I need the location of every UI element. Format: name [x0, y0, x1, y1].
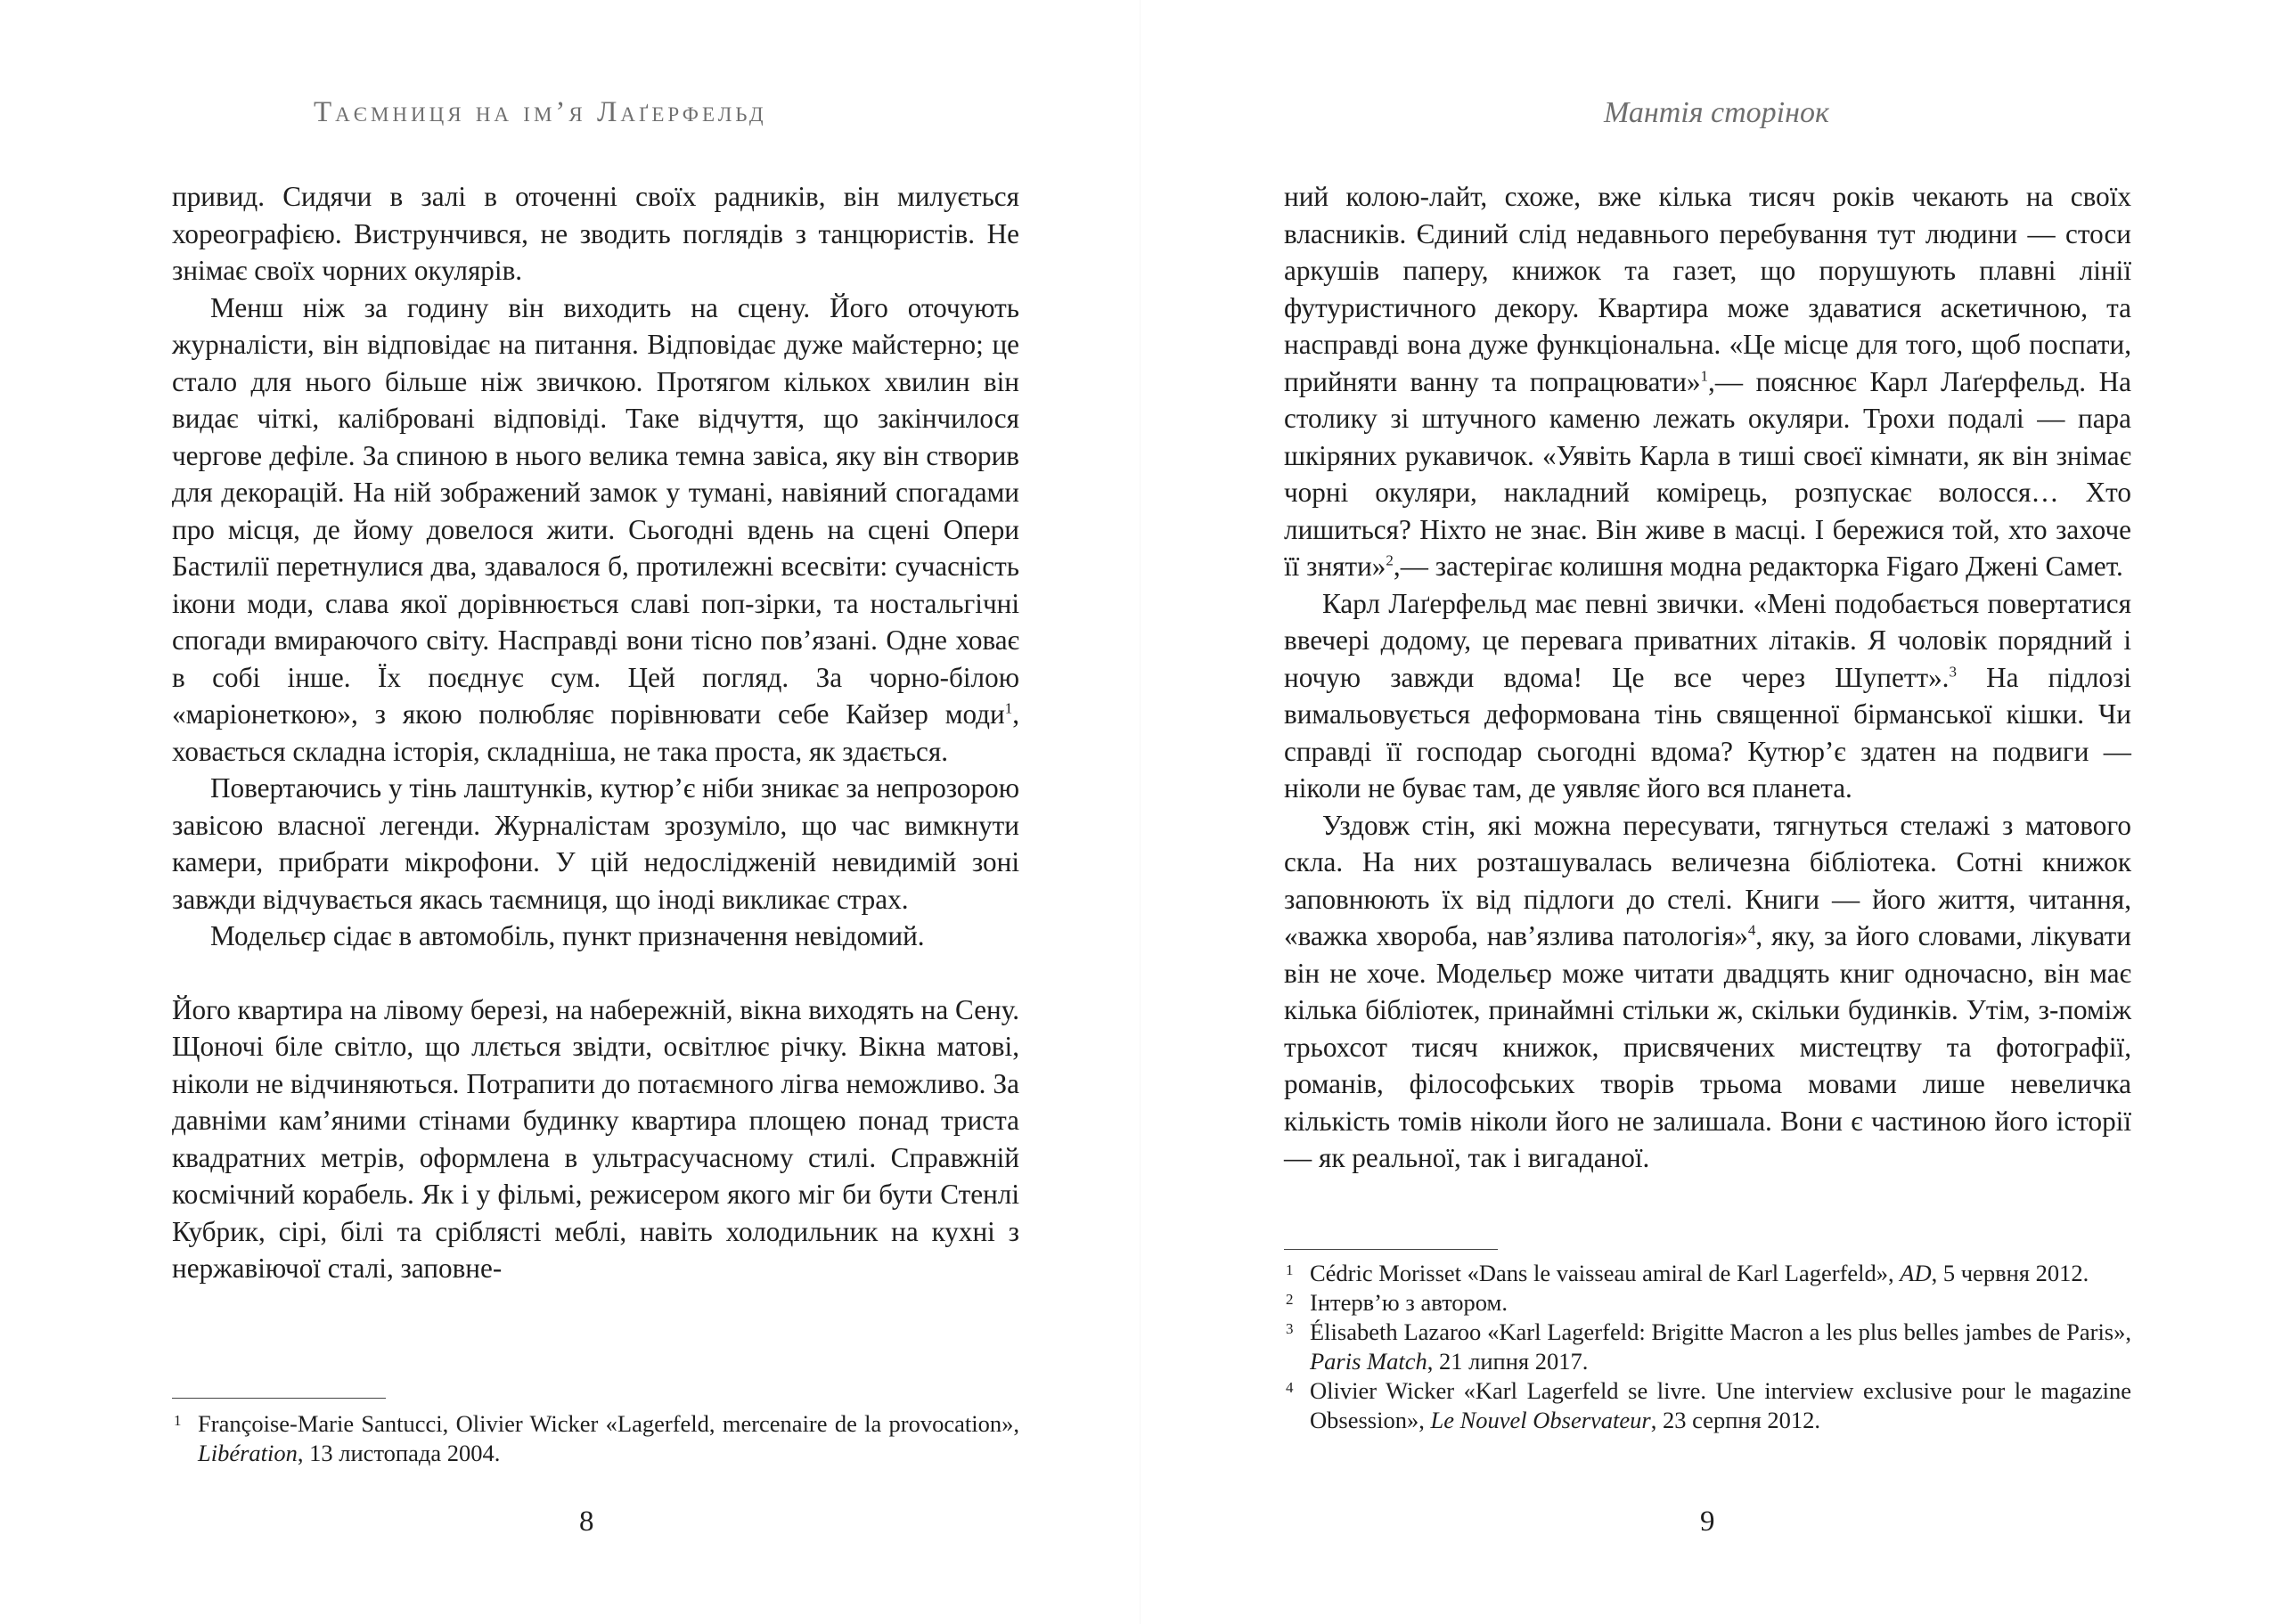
- footnote-reference[interactable]: 1: [1700, 367, 1709, 385]
- footnote-date: , 23 серпня 2012.: [1650, 1407, 1821, 1433]
- footnotes: [172, 1409, 1019, 1468]
- paragraph-text: На підлозі вимальовується деформована тінь священної бірманської кішки. Чи справді її господар сьогодні вдома? Кутюр’є здатен на подвиги — ніколи не буває там, де уявляє його вся планета.: [1284, 661, 2132, 804]
- paragraph-text-tail: , ховається складна історія, складніша, не така проста, як здається.: [172, 698, 1019, 767]
- paragraph-text: ний колою-лайт, схоже, вже кілька тисяч років чекають на своїх власників. Єдиний слід недавнього перебування тут людини — стоси аркушів паперу, книжок та газет, що порушують плавні лінії футуристичного декору. Квартира може здаватися аскетичною, та насправді вона дуже функціональна. «Це місце для того, щоб поспати, прийняти ванну та попрацювати»: [1284, 181, 2131, 397]
- paragraph: привид. Сидячи в залі в оточенні своїх радників, він милується хореографією. Виструнчився, не зводить поглядів з танцюристів. Не знімає своїх чорних окулярів.: [172, 181, 1019, 286]
- footnote-text: Élisabeth Lazaroo «Karl Lagerfeld: Brigitte Macron a les plus belles jambes de Paris»,: [1310, 1318, 2131, 1345]
- footnote: [1284, 1376, 2131, 1435]
- footnote-source-title: Libération: [198, 1440, 298, 1466]
- footnote: [1284, 1318, 2131, 1376]
- footnote-date: , 5 червня 2012.: [1931, 1260, 2089, 1286]
- footnote-date: , 21 липня 2017.: [1427, 1348, 1589, 1375]
- body-text: [1284, 178, 2131, 1177]
- footnote-source-title: AD: [1900, 1260, 1932, 1286]
- page-number: 8: [579, 1506, 594, 1538]
- paragraph-text: Менш ніж за годину він виходить на сцену. Його оточують журналісти, він відповідає на питання. Відповідає дуже майстерно; це стало для нього більше ніж звичкою. Протягом кількох хвилин він видає чіткі, калібровані відповіді. Таке відчуття, що закінчилося чергове дефіле. За спиною в нього велика темна завіса, яку він створив для декорацій. На ній зображений замок у тумані, навіяний спогадами про місця, де йому довелося жити. Сьогодні вдень на сцені Опери Бастилії перетнулися два, здавалося б, протилежні всесвіти: сучасність ікони моди, слава якої дорівнюється славі поп-зірки, та ностальгічні спогади вмираючого світу. Насправді вони тісно пов’язані. Одне ховає в собі інше. Їх поєднує сум. Цей погляд. За чорно-білою «маріонеткою», з якою полюбляє порівнювати себе Кайзер моди: [172, 291, 1019, 730]
- paragraph-text: ,— пояснює Карл Лаґерфельд. На столику зі штучного каменю лежать окуляри. Трохи подалі — пара шкіряних рукавичок. «Уявіть Карла в тиші своєї кімнати, як він знімає чорні окуляри, накладний комірець, розпускає волосся… Хто лишиться? Ніхто не знає. Він живе в масці. І бережися той, хто захоче її зняти»: [1284, 365, 2132, 582]
- footnote-source-title: Paris Match: [1310, 1348, 1427, 1375]
- footnote-reference[interactable]: 1: [1004, 699, 1013, 717]
- paragraph-text: ,— застерігає колишня модна редакторка Figaro Джені Самет.: [1393, 551, 2123, 582]
- footnote-text: Françoise-Marie Santucci, Olivier Wicker «Lagerfeld, mercenaire de la provocation»,: [198, 1410, 1019, 1437]
- footnote-reference[interactable]: 4: [1747, 921, 1756, 939]
- footnote-number: 4: [1286, 1379, 1294, 1396]
- paragraph-text: Карл Лаґерфельд має певні звички. «Мені подобається повертатися ввечері додому, це перевага приватних літаків. Я чоловік порядний і ночую завжди вдома! Це все через Шупетт».: [1284, 587, 2131, 693]
- running-head-book-title: Таємниця на ім’я Лаґерфельд: [314, 96, 767, 128]
- paragraph: [1284, 585, 2131, 807]
- paragraph: [1284, 807, 2131, 1177]
- footnote: [172, 1409, 1019, 1468]
- footnote-text: Cédric Morisset «Dans le vaisseau amiral de Karl Lagerfeld»,: [1310, 1260, 1901, 1286]
- footnote-number: 1: [174, 1412, 182, 1429]
- footnote-date: , 13 листопада 2004.: [297, 1440, 501, 1466]
- paragraph: Його квартира на лівому березі, на набережній, вікна виходять на Сену. Щоночі біле світло, що ллється звідти, освітлює річку. Вікна матові, ніколи не відчиняються. Потрапити до потаємного лігва неможливо. За давніми кам’яними стінами будинку квартира площею понад триста квадратних метрів, оформлена в ультрасучасному стилі. Справжній космічний корабель. Як і у фільмі, режисером якого міг би бути Стенлі Кубрик, сірі, білі та сріблясті меблі, навіть холодильник на кухні з нержавіючої сталі, заповне-: [172, 993, 1019, 1284]
- footnote: [1284, 1288, 2131, 1318]
- footnote-number: 3: [1286, 1320, 1294, 1337]
- page-number: 9: [1700, 1506, 1715, 1538]
- footnote-number: 2: [1286, 1291, 1294, 1308]
- body-text: [172, 178, 1019, 1287]
- right-page: [1140, 0, 2281, 1624]
- footnote-text: Olivier Wicker «Karl Lagerfeld se livre. Une interview exclusive pour le magazine Obsession»,: [1310, 1377, 2131, 1433]
- left-page: [0, 0, 1140, 1624]
- running-head-chapter-title: Мантія сторінок: [1604, 96, 1829, 129]
- paragraph-text: Уздовж стін, які можна пересувати, тягнуться стелажі з матового скла. На них розташувалась величезна бібліотека. Сотні книжок заповнюють їх від підлоги до стелі. Книги — його життя, читання, «важка хвороба, нав’язлива патологія»: [1284, 809, 2131, 951]
- footnote-reference[interactable]: 2: [1386, 551, 1394, 569]
- paragraph-text: , яку, за його словами, лікувати він не хоче. Модельєр може читати двадцять книг одночасно, він має кілька бібліотек, принаймні стільки ж, скільки будинків. Утім, з-поміж трьохсот тисяч книжок, присвячених мистецтву та фотографії, романів, філософських творів трьома мовами лише невеличка кількість томів ніколи його не залишала. Вони є частиною його історії — як реальної, так і вигаданої.: [1284, 920, 2131, 1173]
- footnote-source-title: Le Nouvel Observateur: [1430, 1407, 1651, 1433]
- footnote: [1284, 1259, 2131, 1288]
- paragraph: Повертаючись у тінь лаштунків, кутюр’є ніби зникає за непрозорою завісою власної легенди. Журналістам зрозуміло, що час вимкнути камери, прибрати мікрофони. У цій недослідженій невидимій зоні завжди відчувається якась таємниця, що іноді викликає страх.: [172, 772, 1019, 915]
- footnote-divider: [1284, 1249, 1498, 1250]
- footnote-text: Інтерв’ю з автором.: [1310, 1289, 1508, 1316]
- footnote-number: 1: [1286, 1261, 1294, 1278]
- paragraph: [172, 290, 1019, 771]
- footnote-divider: [172, 1398, 386, 1399]
- paragraph: [1284, 178, 2131, 585]
- paragraph: Модельєр сідає в автомобіль, пункт призначення невідомий.: [210, 920, 925, 951]
- footnotes: [1284, 1259, 2131, 1435]
- footnote-reference[interactable]: 3: [1949, 663, 1957, 681]
